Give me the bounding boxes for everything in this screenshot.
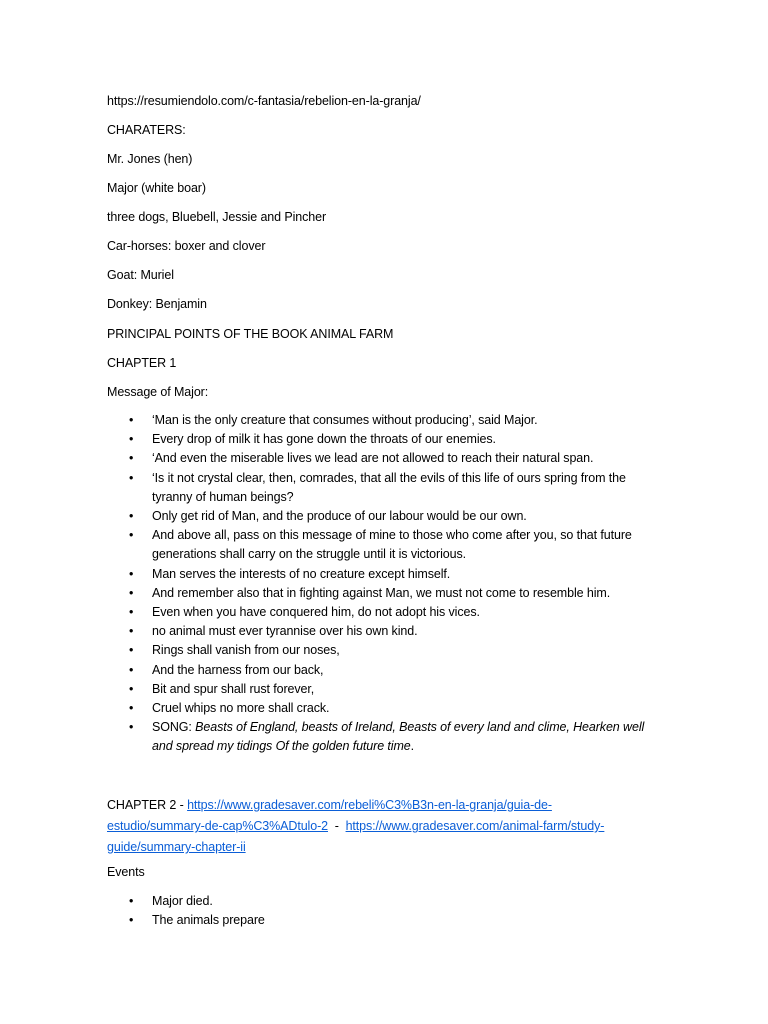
song-end: . xyxy=(410,739,415,754)
list-item: • Rings shall vanish from our noses, xyxy=(107,641,652,660)
chapter-1-subheading: Message of Major: xyxy=(107,385,209,399)
characters-heading: CHARATERS: xyxy=(107,123,186,137)
chapter-1-heading: CHAPTER 1 xyxy=(107,356,177,370)
bullet-icon: • xyxy=(129,913,134,928)
principal-points-heading: PRINCIPAL POINTS OF THE BOOK ANIMAL FARM xyxy=(107,327,394,341)
bullet-icon: • xyxy=(129,720,134,735)
bullet-icon: • xyxy=(129,470,134,485)
list-item: • Cruel whips no more shall crack. xyxy=(107,699,652,718)
character-line: Car-horses: boxer and clover xyxy=(107,239,266,253)
events-list xyxy=(107,892,652,930)
list-item: • And above all, pass on this message of mine to those who come after you, so that future generations shall carry on the struggle until it is victorious. xyxy=(129,528,632,562)
bullet-icon: • xyxy=(129,605,134,620)
source-url: https://resumiendolo.com/c-fantasia/rebelion-en-la-granja/ xyxy=(107,94,421,108)
gradesaver-english-link[interactable]: https://www.gradesaver.com/animal-farm/study-guide/summary-chapter-ii xyxy=(107,819,605,854)
bullet-icon: • xyxy=(129,413,134,427)
character-line: Mr. Jones (hen) xyxy=(107,152,193,166)
bullet-icon: • xyxy=(129,566,134,581)
list-item: • no animal must ever tyrannise over his own kind. xyxy=(107,622,652,641)
list-item: • ‘And even the miserable lives we lead are not allowed to reach their natural span. xyxy=(107,449,652,468)
chapter-2-heading: CHAPTER 2 xyxy=(107,798,177,812)
list-item: • Major died. xyxy=(107,892,652,911)
character-line: three dogs, Bluebell, Jessie and Pincher xyxy=(107,210,327,224)
list-item: • Man serves the interests of no creature except himself. xyxy=(107,565,652,584)
list-item: • Bit and spur shall rust forever, xyxy=(107,680,652,699)
bullet-icon: • xyxy=(129,509,134,524)
separator: - xyxy=(328,819,346,833)
separator: - xyxy=(176,798,188,812)
list-item: • And the harness from our back, xyxy=(107,661,652,680)
character-line: Goat: Muriel xyxy=(107,268,174,282)
bullet-icon: • xyxy=(129,681,134,696)
bullet-icon: • xyxy=(129,432,134,447)
song-label: SONG: xyxy=(152,720,192,735)
bullet-icon: • xyxy=(129,585,134,600)
bullet-icon: • xyxy=(129,528,134,543)
major-message-list xyxy=(107,411,652,757)
events-heading: Events xyxy=(107,865,145,879)
chapter-2-heading-block xyxy=(107,795,647,858)
list-item: • Only get rid of Man, and the produce of our labour would be our own. xyxy=(107,507,652,526)
song-item xyxy=(107,718,652,756)
character-line: Donkey: Benjamin xyxy=(107,297,207,311)
list-item: • Even when you have conquered him, do not adopt his vices. xyxy=(107,603,652,622)
list-item: • ‘Man is the only creature that consumes without producing’, said Major. xyxy=(107,411,652,430)
list-item: • Every drop of milk it has gone down the throats of our enemies. xyxy=(107,430,652,449)
bullet-icon: • xyxy=(129,643,134,658)
gradesaver-spanish-link[interactable]: https://www.gradesaver.com/rebeli%C3%B3n-en-la-granja/guia-de-estudio/summary-de-cap%C3%ADtulo-2 xyxy=(107,798,552,833)
list-item: • ‘Is it not crystal clear, then, comrades, that all the evils of this life of ours spring from the tyranny of human beings? xyxy=(129,470,626,504)
bullet-icon: • xyxy=(129,451,134,466)
bullet-icon: • xyxy=(129,701,134,716)
bullet-icon: • xyxy=(129,624,134,639)
song-text: Beasts of England, beasts of Ireland, Beasts of every land and clime, Hearken well and spread my tidings Of the golden future time xyxy=(152,720,645,754)
list-item: • The animals prepare xyxy=(107,911,652,930)
character-line: Major (white boar) xyxy=(107,181,206,195)
bullet-icon: • xyxy=(129,894,134,908)
bullet-icon: • xyxy=(129,662,134,677)
list-item: • And remember also that in fighting against Man, we must not come to resemble him. xyxy=(107,584,652,603)
